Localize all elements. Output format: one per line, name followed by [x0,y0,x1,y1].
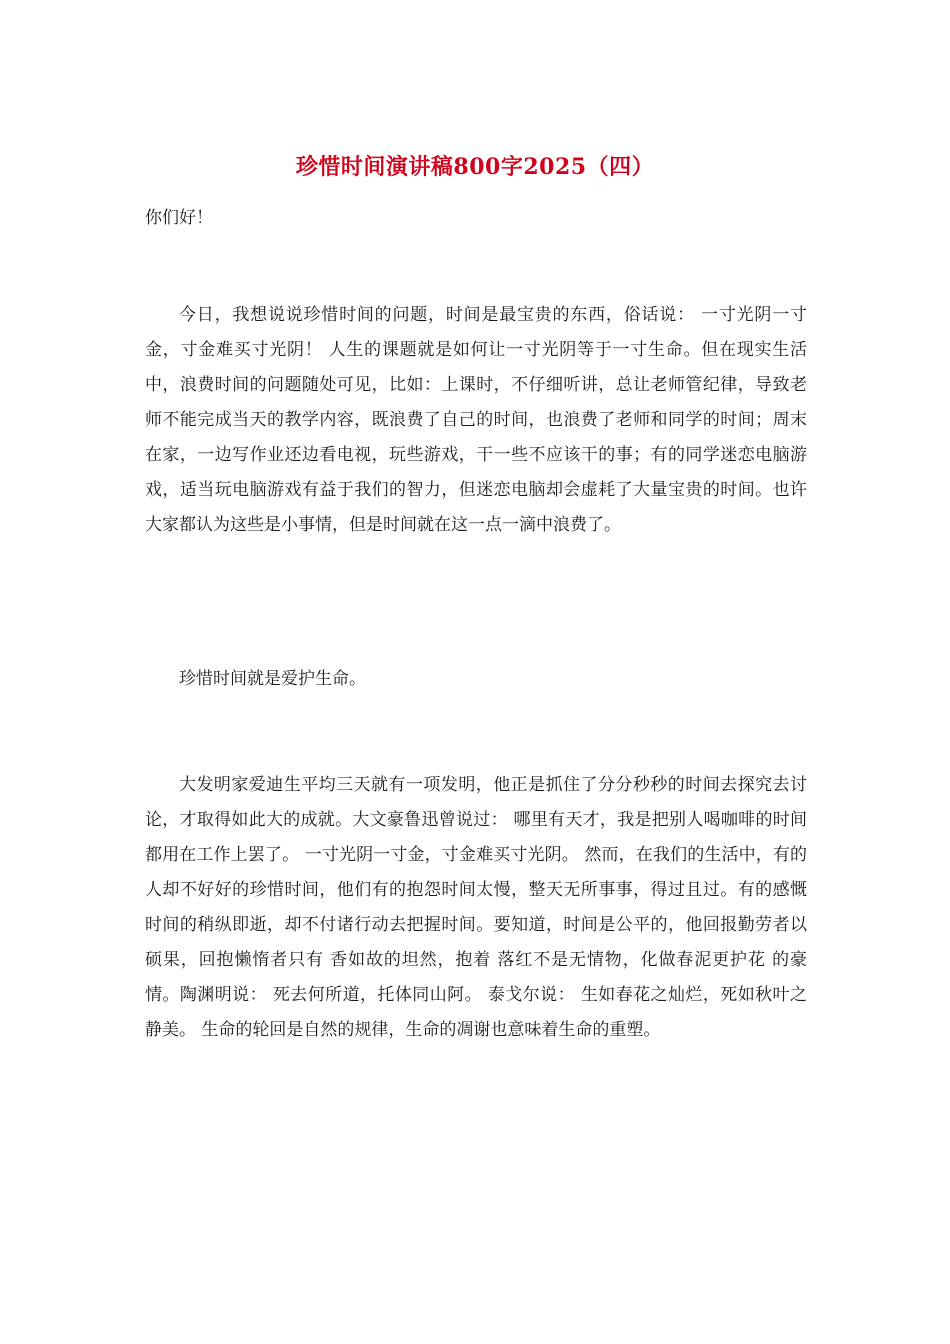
paragraph-3: 大发明家爱迪生平均三天就有一项发明，他正是抓住了分分秒秒的时间去探究去讨论，才取得如此大的成就。大文豪鲁迅曾说过： 哪里有天才，我是把别人喝咖啡的时间都用在工作上罢了。 一寸光阴一寸金，寸金难买寸光阴。 然而，在我们的生活中，有的人却不好好的珍惜时间，他们有的抱怨时间太慢，整天无所事事，得过且过。有的感慨时间的稍纵即逝，却不付诸行动去把握时间。要知道，时间是公平的，他回报勤劳者以硕果，回抱懒惰者只有 香如故的坦然，抱着 落红不是无情物，化做春泥更护花 的豪情。陶渊明说： 死去何所道，托体同山阿。 泰戈尔说： 生如春花之灿烂，死如秋叶之静美。 生命的轮回是自然的规律，生命的凋谢也意味着生命的重塑。 [145,775,807,1040]
paragraph-1: 今日，我想说说珍惜时间的问题，时间是最宝贵的东西，俗话说： 一寸光阴一寸金，寸金难买寸光阴！ 人生的课题就是如何让一寸光阴等于一寸生命。但在现实生活中，浪费时间的问题随处可见，比如：上课时，不仔细听讲，总让老师管纪律，导致老师不能完成当天的教学内容，既浪费了自己的时间，也浪费了老师和同学的时间；周末在家，一边写作业还边看电视，玩些游戏，干一些不应该干的事；有的同学迷恋电脑游戏，适当玩电脑游戏有益于我们的智力，但迷恋电脑却会虚耗了大量宝贵的时间。也许大家都认为这些是小事情，但是时间就在这一点一滴中浪费了。 [145,305,807,535]
paragraph-2: 珍惜时间就是爱护生命。 [179,669,366,689]
greeting: 你们好！ [145,208,213,228]
document-title: 珍惜时间演讲稿800字2025（四） [295,154,655,180]
